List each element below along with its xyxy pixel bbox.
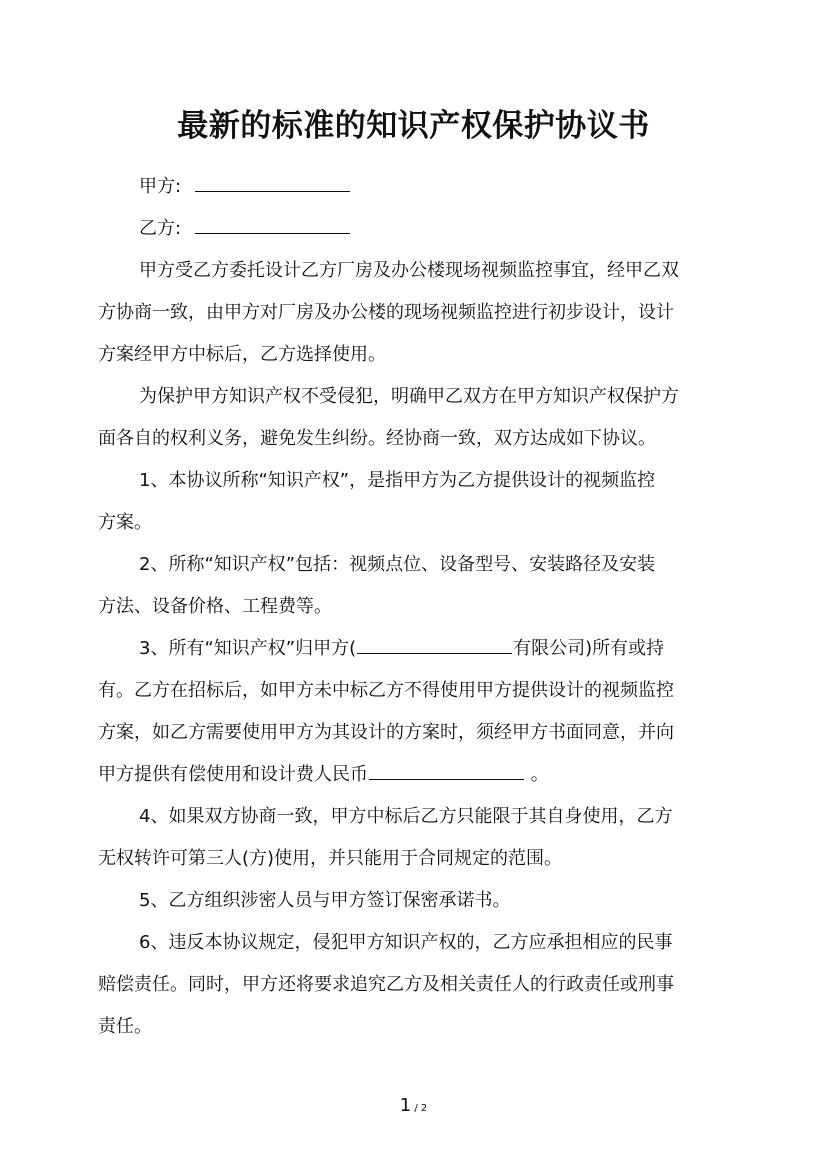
clause-4-line: 4、如果双方协商一致，甲方中标后乙方只能限于其自身使用，乙方: [139, 806, 673, 827]
fee-amount-blank: [369, 778, 524, 780]
clause-6-line: 责任。: [98, 1016, 152, 1037]
page-footer: [0, 1094, 827, 1121]
clause-1-line: 1、本协议所称“知识产权”，是指甲方为乙方提供设计的视频监控: [139, 470, 656, 491]
party-a-line: [98, 166, 730, 208]
document-title: 最新的标准的知识产权保护协议书: [177, 108, 650, 144]
paragraph-line: 方案经甲方中标后，乙方选择使用。: [98, 344, 386, 365]
clause-5-line: 5、乙方组织涉密人员与甲方签订保密承诺书。: [139, 890, 511, 911]
fee-text-after: 。: [525, 764, 549, 785]
party-b-label: 乙方:: [139, 218, 182, 239]
clause-3-line: [98, 628, 730, 670]
party-a-label: 甲方:: [139, 176, 182, 197]
clause-3-line: [98, 754, 730, 796]
paragraph-line: 面各自的权利义务，避免发生纠纷。经协商一致，双方达成如下协议。: [98, 428, 656, 449]
party-b-blank: [195, 232, 350, 234]
paragraph-line: 为保护甲方知识产权不受侵犯，明确甲乙双方在甲方知识产权保护方: [139, 386, 679, 407]
fee-text-before: 甲方提供有偿使用和设计费人民币: [98, 764, 368, 785]
paragraph-line: 甲方受乙方委托设计乙方厂房及办公楼现场视频监控事宜，经甲乙双: [139, 260, 679, 281]
page-total: / 2: [411, 1103, 428, 1114]
clause-3-line: 方案，如乙方需要使用甲方为其设计的方案时，须经甲方书面同意，并向: [98, 722, 674, 743]
clause-3-text-before: 3、所有“知识产权”归甲方(: [139, 638, 357, 659]
paragraph-line: 方协商一致，由甲方对厂房及办公楼的现场视频监控进行初步设计，设计: [98, 302, 674, 323]
clause-3-text-after: 有限公司)所有或持: [513, 638, 665, 659]
party-b-line: [98, 208, 730, 250]
party-a-blank: [195, 190, 350, 192]
clause-6-line: 6、违反本协议规定，侵犯甲方知识产权的，乙方应承担相应的民事: [139, 932, 673, 953]
clause-3-line: 有。乙方在招标后，如甲方未中标乙方不得使用甲方提供设计的视频监控: [98, 680, 674, 701]
document-body: [98, 166, 730, 1048]
page-number: 1: [399, 1095, 412, 1116]
clause-1-line: 方案。: [98, 512, 152, 533]
clause-4-line: 无权转许可第三人(方)使用，并只能用于合同规定的范围。: [98, 848, 563, 869]
company-name-blank: [357, 652, 512, 654]
clause-2-line: 2、所称“知识产权”包括：视频点位、设备型号、安装路径及安装: [139, 554, 656, 575]
clause-2-line: 方法、设备价格、工程费等。: [98, 596, 332, 617]
clause-6-line: 赔偿责任。同时，甲方还将要求追究乙方及相关责任人的行政责任或刑事: [98, 974, 674, 995]
